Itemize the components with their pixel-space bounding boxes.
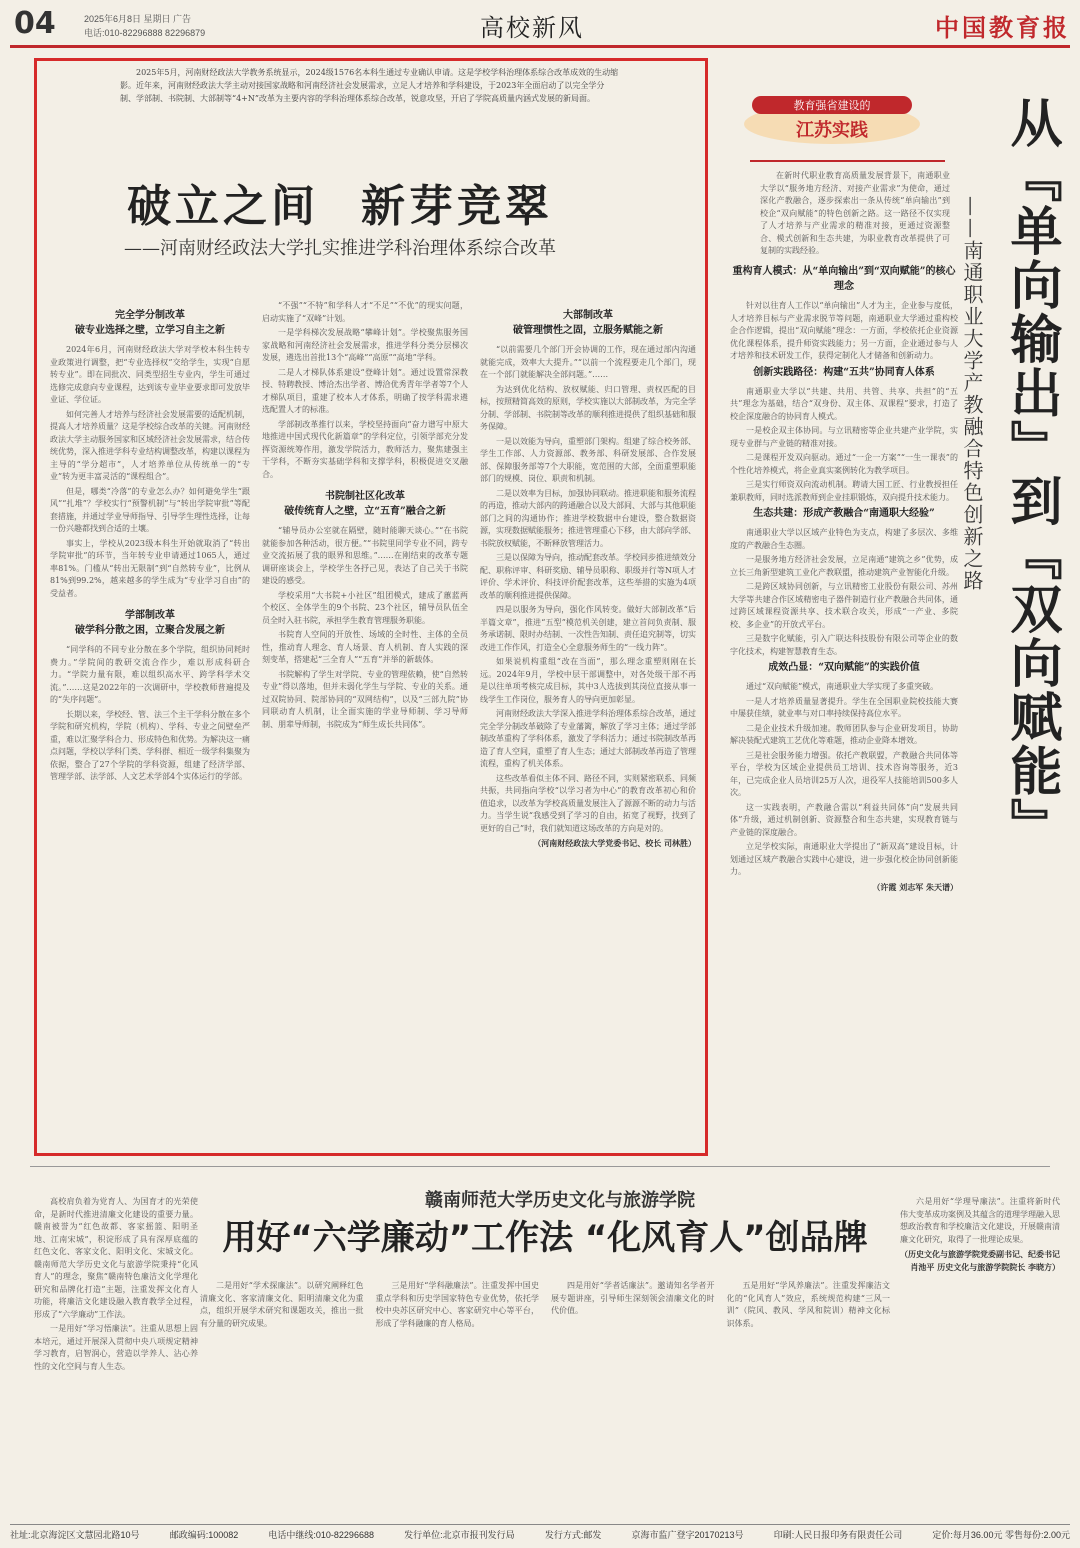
paragraph: 二是企业技术升级加速。教师团队参与企业研发项目，协助解决装配式建筑工艺优化等难题，推动企业降本增效。 xyxy=(730,723,958,745)
section-heading: 学部制改革 xyxy=(125,610,175,621)
paragraph: 五是用好“学风养廉法”。注重发挥廉洁文化的“化风育人”效应，系统规范构建“三风一训”（院风、教风、学风和院训）精神文化标识体系。 xyxy=(726,1281,890,1328)
article2-lead xyxy=(760,170,950,266)
jiangsu-practice-badge xyxy=(742,90,922,146)
badge-rule xyxy=(750,160,945,162)
section-subheading: 破学科分散之困，立聚合发展之新 xyxy=(75,625,225,636)
article1-title xyxy=(0,170,680,234)
footer-channel: 发行方式:邮发 xyxy=(544,1530,602,1540)
paragraph: “同学科的不同专业分散在多个学院，组织协同耗时费力。”学院间的教研交流合作少，难以形成科研合力。“学院力量有限，难以组织高水平、跨学科学术交流。”……这是2022年的一次调研中，学校教师普遍提及的“失序问题”。 xyxy=(50,645,250,704)
paragraph: 这一实践表明，产教融合需以“利益共同体”向“发展共同体”升级，通过机制创新、资源整合和生态共建，实现教育链与产业链的深度融合。 xyxy=(730,802,958,837)
badge-line1: 教育强省建设的 xyxy=(793,99,871,112)
article2-body xyxy=(730,264,958,1152)
paragraph: 二是课程开发双向驱动。通过“一企一方案”“一生一课表”的个性化培养模式，将企业真实案例转化为教学项目。 xyxy=(730,453,958,475)
paragraph: “以前需要几个部门开会协调的工作，现在通过部内沟通就能完成，效率大大提升。”“以前一个流程要走几个部门，现在一个部门就能解决全部问题。”…… xyxy=(480,345,696,379)
paragraph: 三是实行师资双向流动机制。聘请大国工匠、行业教授担任兼职教师，同时选派教师到企业挂职锻炼，双向提升技术能力。 xyxy=(730,480,958,502)
section-heading: 完全学分制改革 xyxy=(115,310,185,321)
footer-address: 社址:北京海淀区文慧园北路10号 xyxy=(10,1530,140,1540)
section-divider xyxy=(30,1166,1050,1167)
section-heading: 成效凸显：“双向赋能”的实践价值 xyxy=(768,662,920,673)
paragraph: 三是以保障为导向，推动配套改革。学校同步推进绩效分配、职称评审、科研奖励、辅导员职称、职级并行等N项人才评价、学术评价、科技评价配套改革，这些举措的实施为4项改革的顺利推进提供保障。 xyxy=(480,553,696,600)
newspaper-logo: 中国教育报 xyxy=(935,13,1070,42)
paragraph: 二是人才梯队体系建设“登峰计划”。通过设置常深教授、特聘教授、博洽杰出学者、博洽优秀青年学者等7个人才梯队项目，重建了校本人才体系，明确了按学科需求遴选配置人才的标准。 xyxy=(262,367,468,414)
article1-signature: （河南财经政法大学党委书记、校长 司林胜） xyxy=(533,838,696,848)
article3-title: 用好“六学廉动”工作法 “化风育人”创品牌 xyxy=(222,1218,868,1258)
footer-postcode: 邮政编码:100082 xyxy=(169,1530,239,1540)
section-title: 高校新风 xyxy=(480,14,584,42)
section-heading: 重构育人模式：从“单向输出”到“双向赋能”的核心理念 xyxy=(732,266,956,292)
paragraph: 四是以服务为导向，强化作风转变。做好大部制改革“后半篇文章”，推进“五型”模范机关创建，建立首问负责制、服务承诺制、限时办结制、一次性告知制、责任追究制等，切实改进工作作风，打造全心全意服务师生的“一线力阵”。 xyxy=(480,605,696,652)
section-subheading: 破专业选择之壁，立学习自主之新 xyxy=(75,325,225,336)
article3-column-1 xyxy=(34,1196,198,1518)
paragraph: 事实上，学校从2023级本科生开始就取消了“转出学院审批”的环节，当年转专业申请通过1065人，通过率81%。门槛从“转出无限制”到“自然转专业”，比例从81%到99.2%，越来越多的学生成为“专业学习自由”的受益者。 xyxy=(50,538,250,598)
paragraph: 为达到优化结构、放权赋能、归口管理、责权匹配的目标，按照精简高效的原则，学校实施以大部制改革，为完全学分制、学部制、书院制等改革的顺利推进提供了组织基础和服务保障。 xyxy=(480,384,696,431)
footer-publisher: 发行单位:北京市报刊发行局 xyxy=(404,1530,515,1540)
paragraph: 高校肩负着为党育人、为国育才的光荣使命，是新时代推进清廉文化建设的重要力量。赣南被誉为“红色故都、客家摇篮、阳明圣地、江南宋城”，积淀形成了具有深厚底蕴的红色文化、客家文化、阳明文化、宋城文化。赣南师范大学历史文化与旅游学院秉持“化风育人”的理念，聚焦“赣南特色廉洁文化学理化研究和品牌化打造”主题，注重发挥文化育人功能，将廉洁文化建设融入教育教学全过程，形成了“六学廉动”工作法。 xyxy=(34,1197,198,1319)
article1-title-part1: 破立之间 xyxy=(127,181,319,232)
paragraph: 一是服务地方经济社会发展，立足南通“建筑之乡”优势，成立长三角新型建筑工业化产教联盟，推动建筑产业智能化升级。 xyxy=(730,555,958,577)
paragraph: 二是以效率为目标，加强协同联动。推进职能和服务流程的再造，推动大部内的跨通融合以及大部间、大部与其他职能部门之间的沟通协作；推进学校数据中台建设，整合数据资源，实现数据赋能服务；推进管理重心下移，由大部向学部、书院放权赋能，不断释放管理活力。 xyxy=(480,488,696,548)
article1-title-part2: 新芽竞翠 xyxy=(361,181,553,232)
article3-kicker: 赣南师范大学历史文化与旅游学院 xyxy=(425,1190,695,1211)
paragraph: 二是跨区域协同创新，与立讯精密工业股份有限公司、苏州大学等共建合作区域精密电子器件制造行业产教融合共同体，通过跨区域课程资源共享、技术联合攻关，形成“一产业、多院校、多企业”的开放式平台。 xyxy=(730,582,958,629)
article3-columns xyxy=(200,1280,890,1518)
article3-signature: （历史文化与旅游学院党委副书记、纪委书记 肖池平 历史文化与旅游学院院长 李晓方） xyxy=(900,1249,1060,1272)
footer-license: 京海市监广登字20170213号 xyxy=(631,1530,744,1540)
section-heading: 书院制社区化改革 xyxy=(325,491,405,502)
date-line: 2025年6月8日 星期日 广告 xyxy=(84,14,192,24)
paragraph: 长期以来，学校经、管、法三个主干学科分散在多个学院和研究机构，学院（机构）、学科、专业之间壁垒严重，难以汇聚学科合力、形成特色和优势。为解决这一痛点问题，学校以学科门类、学科群、相近一级学科集聚为依据，整合了27个学院的学科资源，组建了经济学部、管理学部、法学部、人文艺术学部4个实体运行的学部。 xyxy=(50,709,250,781)
section-heading: 大部制改革 xyxy=(563,310,613,321)
article3-column-last xyxy=(900,1196,1060,1518)
paragraph: 四是用好“学者话廉法”。邀请知名学者开展专题讲座，引导师生深刻领会清廉文化的时代价值。 xyxy=(551,1281,715,1315)
article1-intro: 2025年5月，河南财经政法大学教务系统显示，2024级1576名本科生通过专业确认申请。这是学校学科治理体系综合改革成效的生动缩影。近年来，河南财经政法大学主动对接国家战略和河南经济社会发展需求，立足人才培养和学科建设，于2023年全面启动了以完全学分制、学部制、书院制、大部制等“4+N”改革为主要内容的学科治理体系综合改革，锐意攻坚，开启了学院高质量内涵式发展的新局面。 xyxy=(120,68,619,103)
article2-subtitle: ——南通职业大学产教融合特色创新之路 xyxy=(960,196,984,592)
paragraph: 通过“双向赋能”模式，南通职业大学实现了多重突破。 xyxy=(746,682,939,691)
masthead xyxy=(10,6,1070,48)
paragraph: “辅导员办公室就在隔壁，随时能聊天谈心。”“在书院就能参加各种活动，很方便。”“书院里同学专业不同，跨专业交流拓展了我的眼界和思维。”……在刚结束的改革专题调研座谈会上，学校学生各抒己见，表达了自己关于书院建设的感受。 xyxy=(262,526,468,585)
footer-price: 定价:每月36.00元 零售每份:2.00元 xyxy=(932,1530,1070,1540)
paragraph: 这些改革看似主体不同、路径不同，实则紧密联系、同频共振，共同指向学校“以学习者为中心”的教育改革初心和价值追求，以改革为学校高质量发展注入了源源不断的动力与活力。当学生说“我感受到了学习的自由，拓宽了视野，找到了更好的自己”时，我们就知道这场改革的方向是对的。 xyxy=(480,773,696,833)
paragraph: 如何完善人才培养与经济社会发展需要的适配机制，提高人才培养质量？这是学校综合改革的关键。河南财经政法大学主动服务国家和区域经济社会发展需求，结合传统优势，深入推进学科专业结构调整改革，构建以课程为主导的“学分超市”，人才培养单位从传统单一的“专业”转为更丰富灵活的“课程组合”。 xyxy=(50,409,250,481)
paragraph: 一是以效能为导向，重塑部门架构。组建了综合校务部、学生工作部、人力资源部、教务部、科研发展部、合作发展部、保障服务部等7个大职能，宽范围的大部，全面重塑职能部门的规模、岗位、职责和机制。 xyxy=(480,436,696,483)
paragraph: 如果说机构重组“改在当面”，那么理念重塑则刚在长远。2024年9月，学校中层干部调整中，对各处级干部不再是以往单项考核完成目标，其中3人选拔到其岗位直接从事一线学生工作岗位，服务育人的导向更加彰显。 xyxy=(480,657,696,704)
paragraph: 三是用好“学科融廉法”。注重发挥中国史重点学科和历史学国家特色专业优势，依托学校中央苏区研究中心、客家研究中心等平台，形成了学科融廉的育人格局。 xyxy=(375,1281,539,1328)
paragraph: 南通职业大学以“共建、共用、共管、共享、共担”的“五共”理念为基础，结合“双身份、双主体、双课程”要求，打造了校企深度融合的协同育人模式。 xyxy=(730,386,958,421)
paragraph: 针对以往育人工作以“单向输出”人才为主，企业参与度低，人才培养目标与产业需求脱节等问题，南通职业大学通过重构校企合作逻辑，提出“双向赋能”理念：一方面，学校依托企业资源优化课程体系，提升师资实践能力；另一方面，企业通过参与人才培养和技术研发工作，获得定制化人才储备和创新动力。 xyxy=(730,301,958,360)
article1-subtitle: ——河南财经政法大学扎实推进学科治理体系综合改革 xyxy=(124,238,556,259)
paragraph: 二是用好“学术探廉法”。以研究阐释红色清廉文化、客家清廉文化、阳明清廉文化为重点，组织开展学术研究和课题攻关，推出一批有分量的研究成果。 xyxy=(200,1281,364,1328)
paragraph: 书院解构了学生对学院、专业的管理依赖，使“自然转专业”得以落地，但并未弱化学生与学院、专业的关系。通过双院协同、院部协同的“双网结构”，以及“三部九院”协同联动育人机制，让全面实施的学业导师制、学习导师制、朋辈导师制，书院成为“师生成长共同体”。 xyxy=(262,669,468,729)
section-subheading: 破传统育人之壁，立“五育”融合之新 xyxy=(284,506,446,517)
paragraph: 2024年6月，河南财经政法大学对学校本科生转专业政策进行调整，把“专业选择权”交给学生，实现“自愿转专业”。即在同批次、同类型招生专业内，学生可通过选修完成意向专业课程，达到该专业毕业要求即可发放毕业证、学位证。 xyxy=(50,345,250,404)
footer-phone: 电话中继线:010-82296688 xyxy=(268,1530,374,1540)
article1-column-2 xyxy=(262,300,468,1150)
paragraph: 三是社会服务能力增强。依托产教联盟，产教融合共同体等平台，学校为区域企业提供员工培训、技术咨询等服务，近3年，已完成企业人员培训25万人次，退役军人技能培训500多人次。 xyxy=(730,750,958,797)
paragraph: 一是人才培养质量显著提升。学生在全国职业院校技能大赛中屡获佳绩，就业率与对口率持续保持高位水平。 xyxy=(730,696,958,718)
badge-line2: 江苏实践 xyxy=(796,120,868,141)
paragraph: 在新时代职业教育高质量发展背景下，南通职业大学以“服务地方经济、对接产业需求”为使命，通过深化产教融合，逐步探索出一条从传统“单向输出”到校企“双向赋能”的特色创新之路。这一路径不仅实现了人才培养与产业需求的精准对接，更通过资源整合、模式创新和生态共建，为职业教育改革提供了可复制的实践经验。 xyxy=(760,171,950,255)
page-number: 04 xyxy=(14,6,56,41)
paragraph: “不强”“不特”和学科人才“不足”“不优”的现实问题，启动实施了“双峰”计划。 xyxy=(262,301,468,323)
paragraph: 南通职业大学以区域产业特色为支点，构建了多层次、多维度的产教融合生态圈。 xyxy=(730,528,958,550)
paragraph: 立足学校实际，南通职业大学提出了“新双高”建设目标，计划通过区域产教融合实践中心建设，进一步强化校企协同创新能力。 xyxy=(730,842,958,876)
paragraph: 一是学科梯次发展战略“攀峰计划”。学校聚焦服务国家战略和河南经济社会发展需求，推进学科分类分层梯次发展，遴选出首批13个“高峰”“高原”“高地”学科。 xyxy=(262,328,468,362)
footer-bar xyxy=(10,1524,1070,1544)
paragraph: 六是用好“学理导廉法”。注重将新时代伟大变革成功案例及其蕴含的道理学理融入思想政治教育和学校廉洁文化建设，开展赣南清廉文化研究，取得了一批理论成果。 xyxy=(900,1197,1060,1244)
paragraph: 河南财经政法大学深入推进学科治理体系综合改革，通过完全学分制改革破除了专业藩篱，解放了学习主体；通过学部制改革重构了学科体系，激发了学科活力；通过书院制改革再造了育人空间，重塑了育人生态；通过大部制改革再造了管理流程，重构了机关体系。 xyxy=(480,709,696,768)
section-heading: 生态共建：形成产教融合“南通职大经验” xyxy=(753,508,935,519)
phone-line: 电话:010-82296888 82296879 xyxy=(84,28,206,38)
article1-column-3 xyxy=(480,300,696,1150)
section-heading: 创新实践路径：构建“五共”协同育人体系 xyxy=(753,366,935,378)
paragraph: 学校采用“大书院+小社区”组团模式，建成了蕙蓝两个校区、全体学生的9个书院、23个社区，辅导员队伍全员全时入驻书院，承担学生教育管理服务职能。 xyxy=(262,590,468,625)
article1-column-1 xyxy=(50,300,250,1150)
paragraph: 一是用好“学习悟廉法”。注重从思想上固本培元，通过开展深入贯彻中央八项规定精神学习教育，启智润心，营造以学养人、沾心养性的文化空间与育人生态。 xyxy=(34,1324,198,1371)
footer-printer: 印刷:人民日报印务有限责任公司 xyxy=(773,1530,903,1540)
paragraph: 书院育人空间的开放性、场域的全时性、主体的全员性，推动育人理念、育人场景、育人机制、育人实践的深刻变革，搭建起“三全育人”“五育”并举的新载体。 xyxy=(262,630,468,664)
article2-title: 从『单向输出』到『双向赋能』 xyxy=(1001,96,1061,852)
paragraph: 三是数字化赋能，引入广联达科技股份有限公司等企业的数字化技术，构建智慧教育生态。 xyxy=(730,634,958,656)
paragraph: 但是，哪类“冷落”的专业怎么办？如何避免学生“跟风”“扎堆”？学校实行“预警机制”与“转出学院审批”等配套措施，并通过学业导师指导、引导学生理性选择，让每一份兴趣都找到合适的土壤。 xyxy=(50,486,250,533)
section-subheading: 破管理惯性之固，立服务赋能之新 xyxy=(513,325,663,336)
paragraph: 学部制改革推行以来，学校坚持面向“奋力谱写中原大地推进中国式现代化新篇章”的学科定位，引领学部充分发挥资源统筹作用，激发学院活力，教师活力，聚焦建强主干学科，不断夯实基础学科和支撑学科，积极促进交叉融合。 xyxy=(262,419,468,479)
article2-signature: （许霞 刘志军 朱天谱） xyxy=(872,881,958,892)
paragraph: 一是校企双主体协同。与立讯精密等企业共建产业学院，实现专业群与产业链的精准对接。 xyxy=(730,426,958,448)
